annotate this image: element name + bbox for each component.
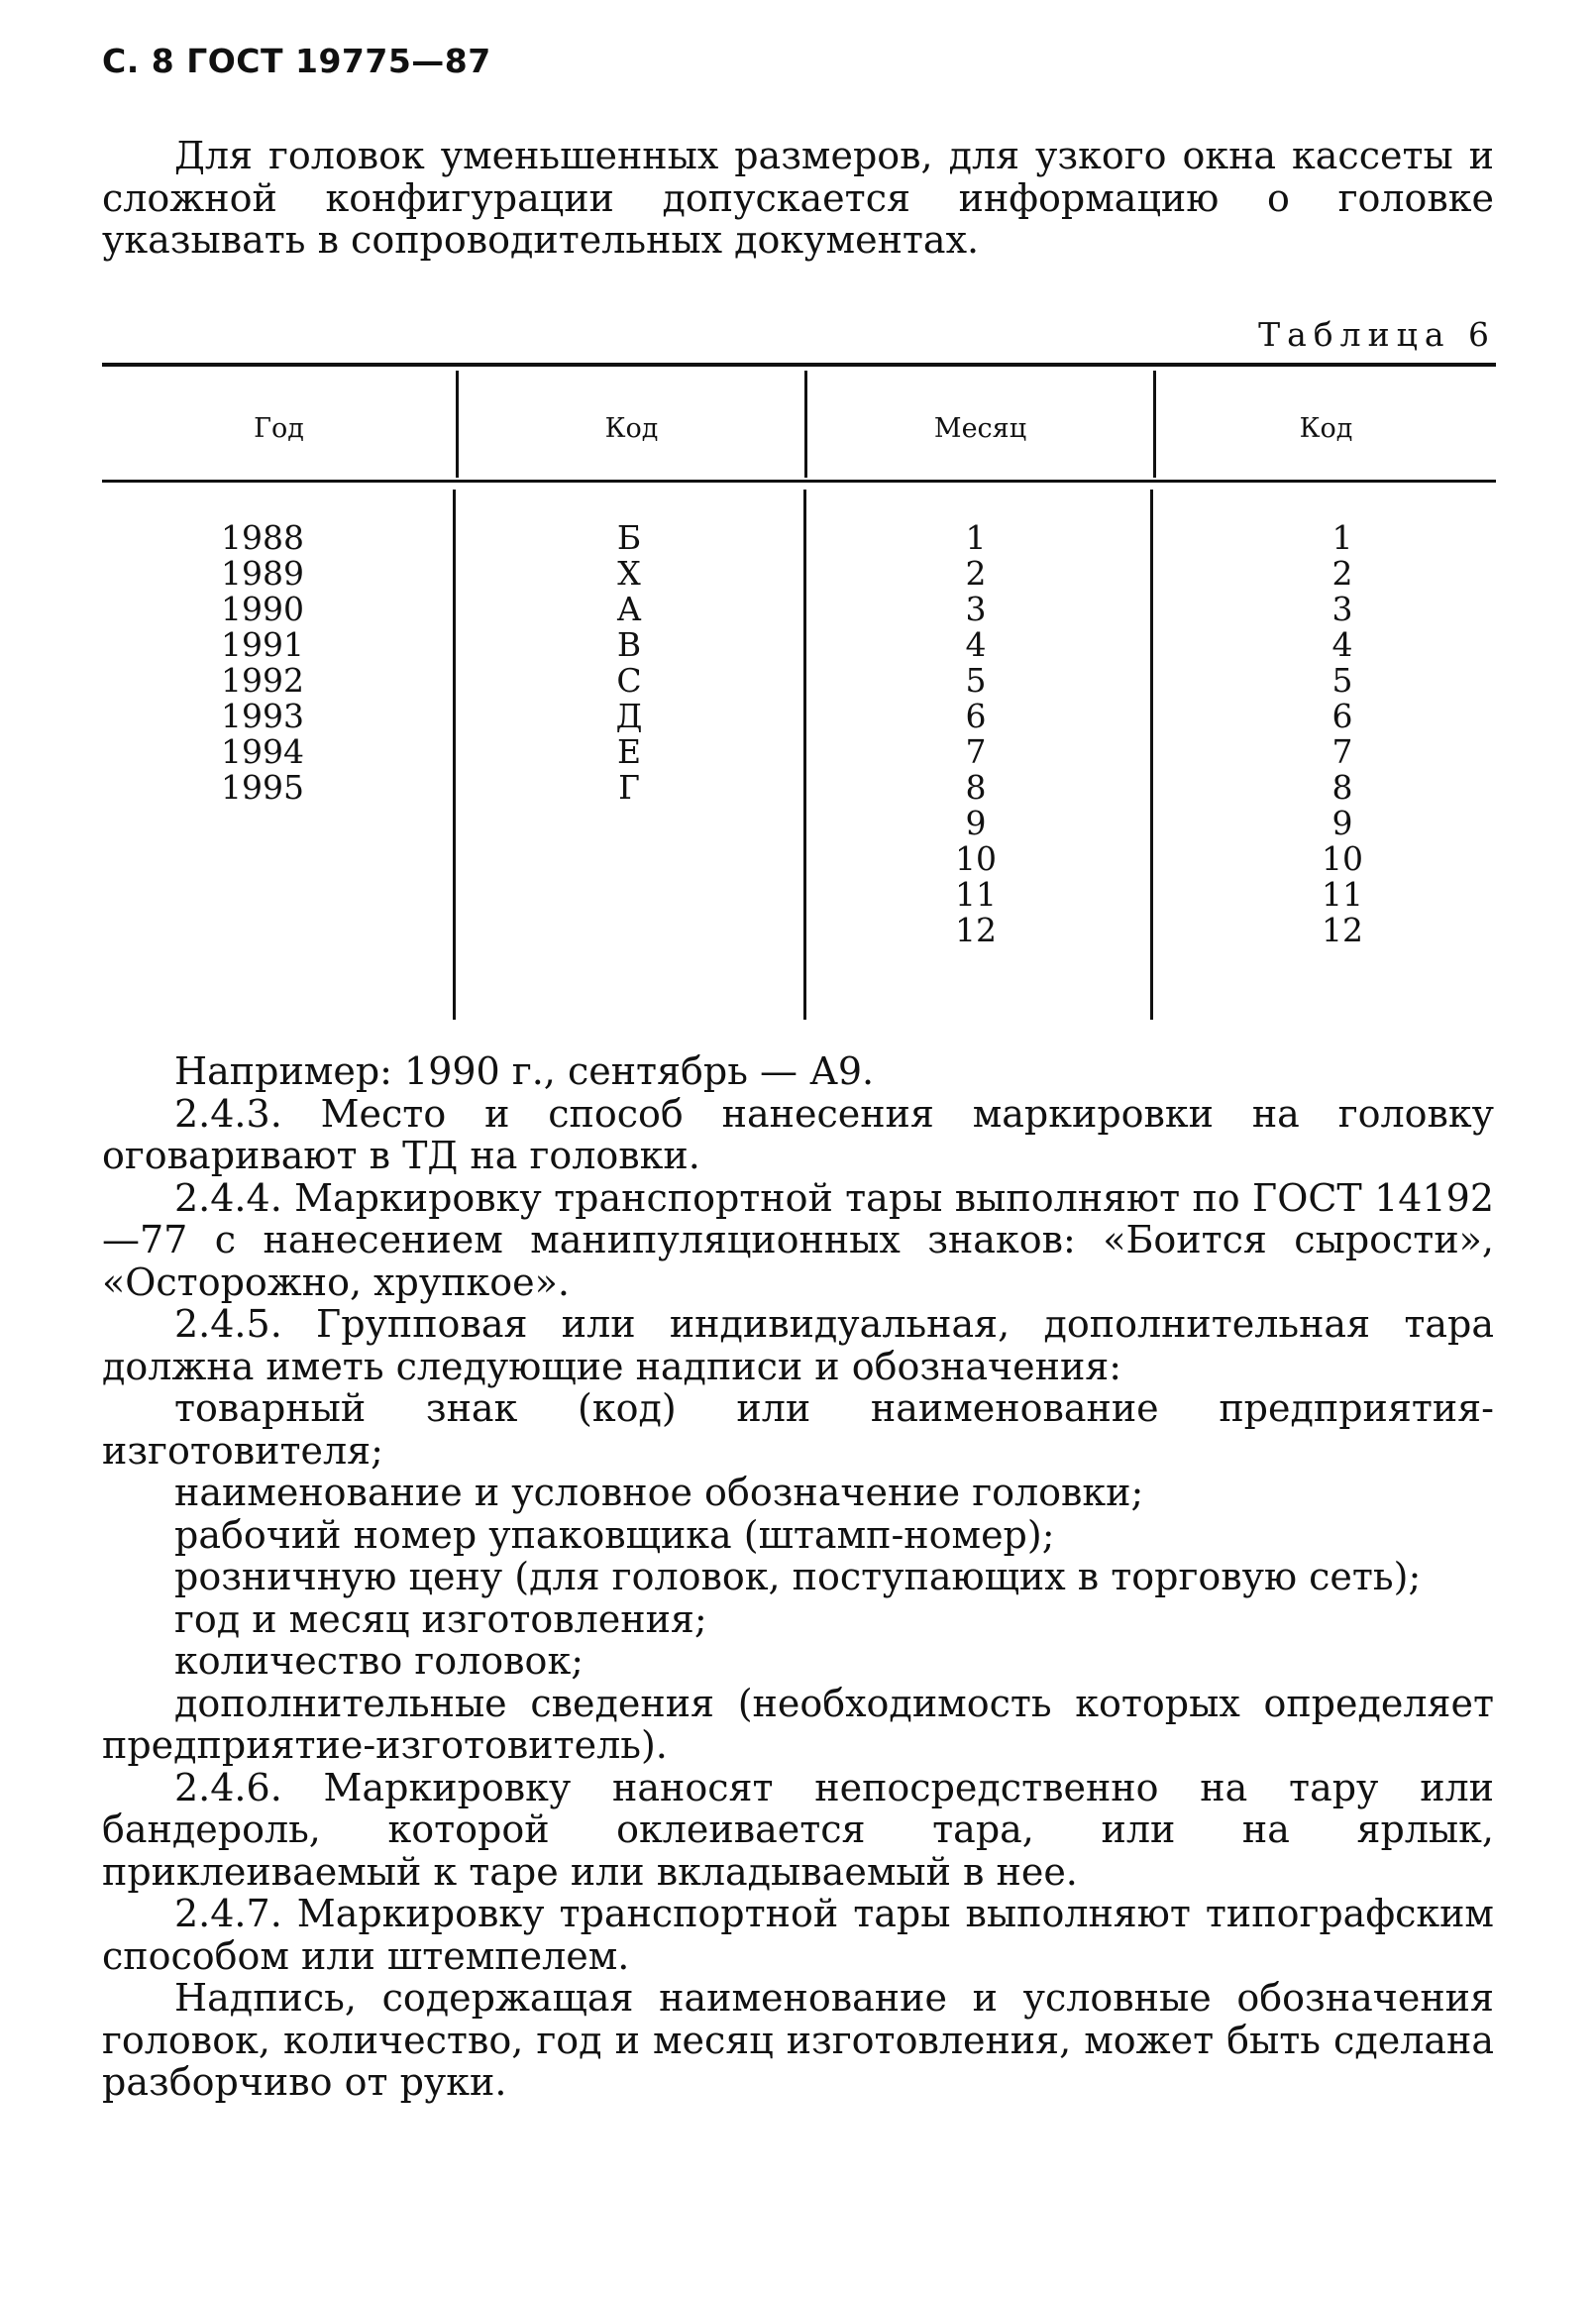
- month-code-cell: 8: [1331, 768, 1353, 807]
- header-year: Год: [254, 413, 304, 444]
- month-code-cell: 3: [1331, 590, 1353, 628]
- year-cell: 1988: [221, 518, 304, 557]
- year-code-cell: С: [616, 661, 642, 700]
- month-cell: 1: [965, 518, 987, 557]
- marking-list-item: товарный знак (код) или наименование предприятия-изготовителя;: [102, 1386, 1494, 1473]
- header-month-code: Код: [1299, 413, 1353, 444]
- marking-list-item: наименование и условное обозначение головки;: [174, 1471, 1144, 1514]
- marking-list-item: дополнительные сведения (необходимость которых определяет предприятие-изготовитель).: [102, 1681, 1494, 1767]
- body-text: [102, 1050, 1494, 2104]
- clause-2-4-5: 2.4.5. Групповая или индивидуальная, дополнительная тара должна иметь следующие надписи и обозначения:: [102, 1302, 1494, 1388]
- year-cell: 1993: [221, 697, 304, 735]
- table-caption: Таблица 6: [1258, 315, 1496, 354]
- month-code-cell: 4: [1331, 625, 1353, 664]
- header-month: Месяц: [933, 413, 1027, 444]
- years-column: [198, 520, 327, 806]
- column-divider: [1150, 490, 1153, 1020]
- month-cell: 5: [965, 661, 987, 700]
- year-cell: 1990: [221, 590, 304, 628]
- header-year-code: Код: [604, 413, 659, 444]
- year-cell: 1991: [221, 625, 304, 664]
- month-code-cell: 5: [1331, 661, 1353, 700]
- year-cell: 1989: [221, 554, 304, 593]
- months-column: [916, 520, 1035, 948]
- year-code-cell: А: [616, 590, 642, 628]
- table-top-rule: [102, 363, 1496, 367]
- year-cell: 1992: [221, 661, 304, 700]
- year-code-cell: Б: [616, 518, 642, 557]
- month-code-cell: 12: [1322, 911, 1363, 949]
- marking-list-item: рабочий номер упаковщика (штамп-номер);: [174, 1512, 1055, 1557]
- month-code-cell: 7: [1331, 732, 1353, 771]
- year-cell: 1995: [221, 768, 304, 807]
- month-codes-column: [1278, 520, 1407, 948]
- month-cell: 8: [965, 768, 987, 807]
- final-paragraph: Надпись, содержащая наименование и условные обозначения головок, количество, год и месяц изготовления, может быть сделана разборчиво от руки.: [102, 1976, 1494, 2104]
- month-cell: 11: [955, 875, 997, 914]
- year-code-cell: Х: [617, 554, 641, 593]
- month-code-cell: 1: [1331, 518, 1353, 557]
- clause-2-4-3: 2.4.3. Место и способ нанесения маркировки на головку оговаривают в ТД на головки.: [102, 1091, 1494, 1177]
- year-cell: 1994: [221, 732, 304, 771]
- clause-2-4-4: 2.4.4. Маркировку транспортной тары выполняют по ГОСТ 14192—77 с нанесением манипуляционных знаков: «Боится сырости», «Осторожно, хрупкое».: [102, 1175, 1494, 1304]
- marking-list-item: количество головок;: [174, 1639, 584, 1683]
- example-line: Например: 1990 г., сентябрь — А9.: [174, 1049, 875, 1093]
- month-code-cell: 2: [1331, 554, 1353, 593]
- month-code-cell: 6: [1331, 697, 1353, 735]
- year-codes-column: [570, 520, 689, 806]
- month-cell: 9: [965, 804, 987, 842]
- marking-list-item: розничную цену (для головок, поступающих в торговую сеть);: [174, 1555, 1422, 1598]
- month-code-cell: 10: [1322, 839, 1363, 878]
- year-code-cell: Д: [615, 697, 643, 735]
- month-cell: 7: [965, 732, 987, 771]
- month-cell: 4: [965, 625, 987, 664]
- year-code-cell: Е: [616, 732, 642, 771]
- month-cell: 3: [965, 590, 987, 628]
- intro-paragraph: Для головок уменьшенных размеров, для узкого окна кассеты и сложной конфигурации допускается информацию о головке указывать в сопроводительных документах.: [102, 134, 1494, 262]
- column-divider: [803, 490, 806, 1020]
- table-header-rule: [102, 480, 1496, 483]
- month-code-cell: 11: [1322, 875, 1363, 914]
- column-divider: [453, 490, 456, 1020]
- year-code-cell: Г: [618, 768, 640, 807]
- clause-2-4-7: 2.4.7. Маркировку транспортной тары выполняют типографским способом или штемпелем.: [102, 1892, 1494, 1978]
- month-code-cell: 9: [1331, 804, 1353, 842]
- marking-list-item: год и месяц изготовления;: [174, 1596, 707, 1641]
- year-code-cell: В: [616, 625, 642, 664]
- month-cell: 2: [965, 554, 987, 593]
- page-header: С. 8 ГОСТ 19775—87: [102, 42, 491, 80]
- clause-2-4-6: 2.4.6. Маркировку наносят непосредственно на тару или бандероль, которой оклеивается тара, или на ярлык, приклеиваемый к таре или вкладываемый в нее.: [102, 1765, 1494, 1894]
- month-cell: 12: [955, 911, 997, 949]
- month-cell: 10: [955, 839, 997, 878]
- month-cell: 6: [965, 697, 987, 735]
